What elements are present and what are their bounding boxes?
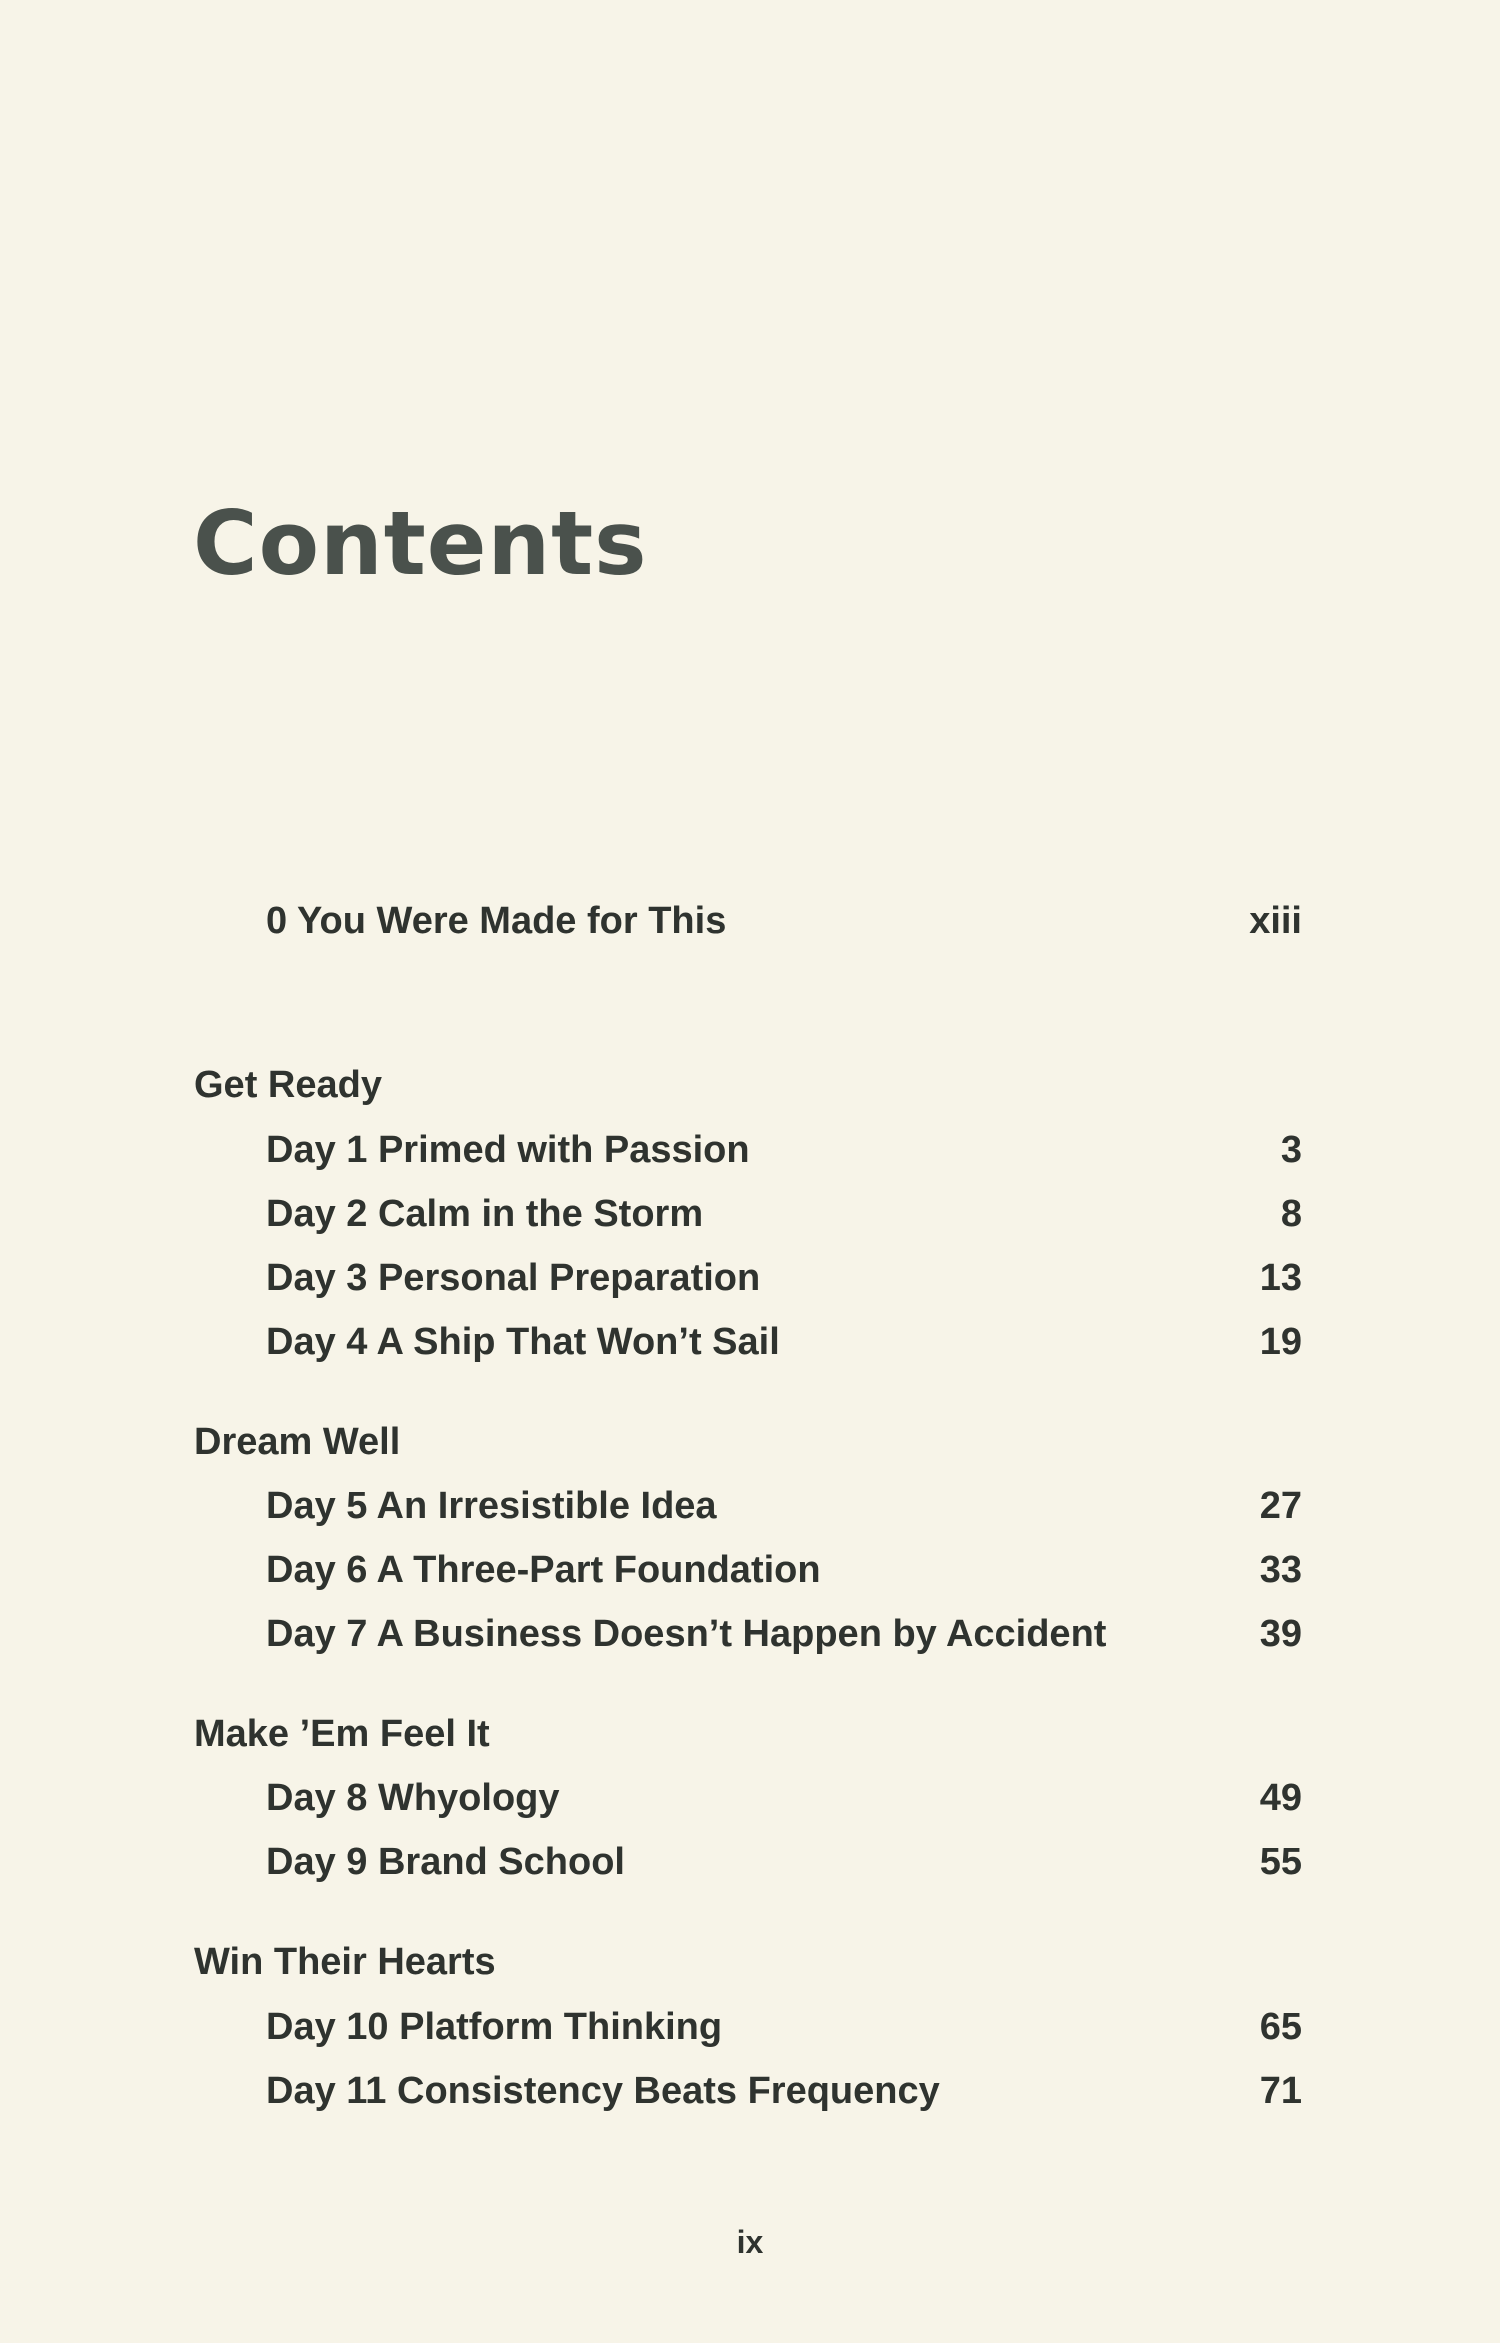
toc-entry-page: 19 <box>1259 1321 1302 1363</box>
toc-entry-page: 65 <box>1259 2006 1302 2048</box>
page-title: Contents <box>193 492 648 595</box>
toc-entry-day-11[interactable] <box>266 2072 1302 2110</box>
section-heading-get-ready: Get Ready <box>194 1064 382 1106</box>
toc-entry-page: 33 <box>1259 1549 1302 1591</box>
toc-entry-label: Day 11 Consistency Beats Frequency <box>266 2070 940 2112</box>
toc-entry-label: Day 9 Brand School <box>266 1841 625 1883</box>
toc-entry-label: Day 2 Calm in the Storm <box>266 1193 704 1235</box>
toc-entry-label: 0 You Were Made for This <box>266 900 727 942</box>
toc-entry-page: 27 <box>1259 1485 1302 1527</box>
toc-entry-day-6[interactable] <box>266 1551 1302 1589</box>
toc-entry-label: Day 7 A Business Doesn’t Happen by Accident <box>266 1613 1107 1655</box>
page-number-folio: ix <box>736 2224 764 2260</box>
toc-entry-day-5[interactable] <box>266 1487 1302 1525</box>
toc-entry-day-4[interactable] <box>266 1323 1302 1361</box>
toc-entry-day-7[interactable] <box>266 1615 1302 1653</box>
toc-entry-day-3[interactable] <box>266 1259 1302 1297</box>
toc-entry-page: 13 <box>1259 1257 1302 1299</box>
toc-entry-page: 8 <box>1280 1193 1302 1235</box>
toc-entry-page: 55 <box>1259 1841 1302 1883</box>
toc-entry-label: Day 3 Personal Preparation <box>266 1257 761 1299</box>
toc-entry-page: 39 <box>1259 1613 1302 1655</box>
toc-entry-day-10[interactable] <box>266 2008 1302 2046</box>
toc-entry-page: xiii <box>1249 900 1302 942</box>
section-heading-make-em-feel-it: Make ’Em Feel It <box>194 1713 490 1755</box>
toc-entry-day-2[interactable] <box>266 1195 1302 1233</box>
toc-entry-day-1[interactable] <box>266 1131 1302 1169</box>
toc-entry-page: 71 <box>1259 2070 1302 2112</box>
section-heading-win-their-hearts: Win Their Hearts <box>194 1941 496 1983</box>
toc-entry-intro[interactable] <box>266 902 1302 940</box>
toc-entry-label: Day 10 Platform Thinking <box>266 2006 723 2048</box>
toc-entry-day-9[interactable] <box>266 1843 1302 1881</box>
toc-entry-page: 3 <box>1280 1129 1302 1171</box>
toc-entry-label: Day 1 Primed with Passion <box>266 1129 750 1171</box>
toc-entry-page: 49 <box>1259 1777 1302 1819</box>
toc-entry-label: Day 5 An Irresistible Idea <box>266 1485 717 1527</box>
toc-entry-label: Day 8 Whyology <box>266 1777 560 1819</box>
toc-entry-label: Day 6 A Three-Part Foundation <box>266 1549 821 1591</box>
toc-entry-label: Day 4 A Ship That Won’t Sail <box>266 1321 780 1363</box>
section-heading-dream-well: Dream Well <box>194 1421 401 1463</box>
toc-entry-day-8[interactable] <box>266 1779 1302 1817</box>
